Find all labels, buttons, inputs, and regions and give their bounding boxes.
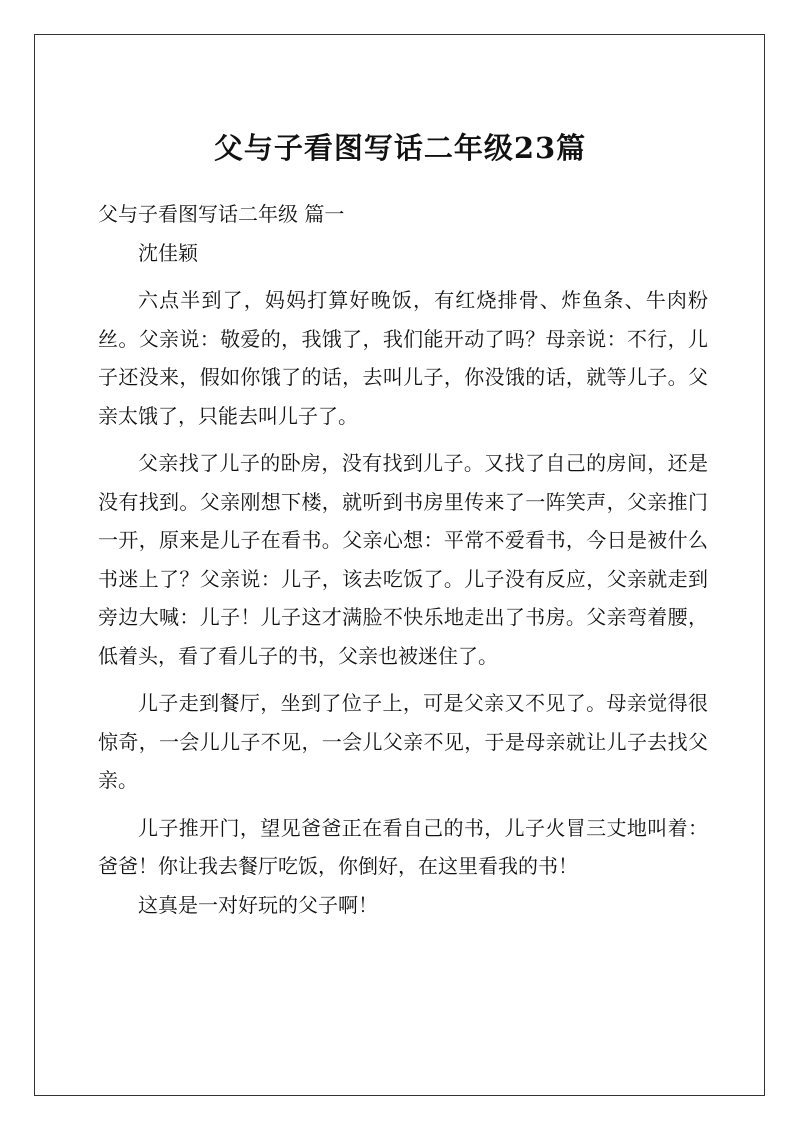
- paragraph: 六点半到了，妈妈打算好晚饭，有红烧排骨、炸鱼条、牛肉粉丝。父亲说：敬爱的，我饿了，我们能开动了吗？母亲说：不行，儿子还没来，假如你饿了的话，去叫儿子，你没饿的话，就等儿子。父亲太饿了，只能去叫儿子了。: [98, 288, 708, 428]
- author-name: 沈佳颖: [138, 240, 198, 265]
- section-heading: 父与子看图写话二年级 篇一: [98, 202, 345, 226]
- paragraph: 这真是一对好玩的父子啊！: [138, 892, 378, 917]
- document-title: 父与子看图写话二年级23篇: [213, 131, 587, 165]
- paragraph: 儿子推开门，望见爸爸正在看自己的书，儿子火冒三丈地叫着：爸爸！你让我去餐厅吃饭，你倒好，在这里看我的书！: [98, 815, 708, 878]
- paragraph: 儿子走到餐厅，坐到了位子上，可是父亲又不见了。母亲觉得很惊奇，一会儿儿子不见，一会儿父亲不见，于是母亲就让儿子去找父亲。: [98, 691, 708, 792]
- document-body: [98, 195, 708, 924]
- paragraph: 父亲找了儿子的卧房，没有找到儿子。又找了自己的房间，还是没有找到。父亲刚想下楼，就听到书房里传来了一阵笑声，父亲推门一开，原来是儿子在看书。父亲心想：平常不爱看书，今日是被什么书迷上了？父亲说：儿子，该去吃饭了。儿子没有反应，父亲就走到旁边大喊：儿子！儿子这才满脸不快乐地走出了书房。父亲弯着腰，低着头，看了看儿子的书，父亲也被迷住了。: [98, 451, 708, 668]
